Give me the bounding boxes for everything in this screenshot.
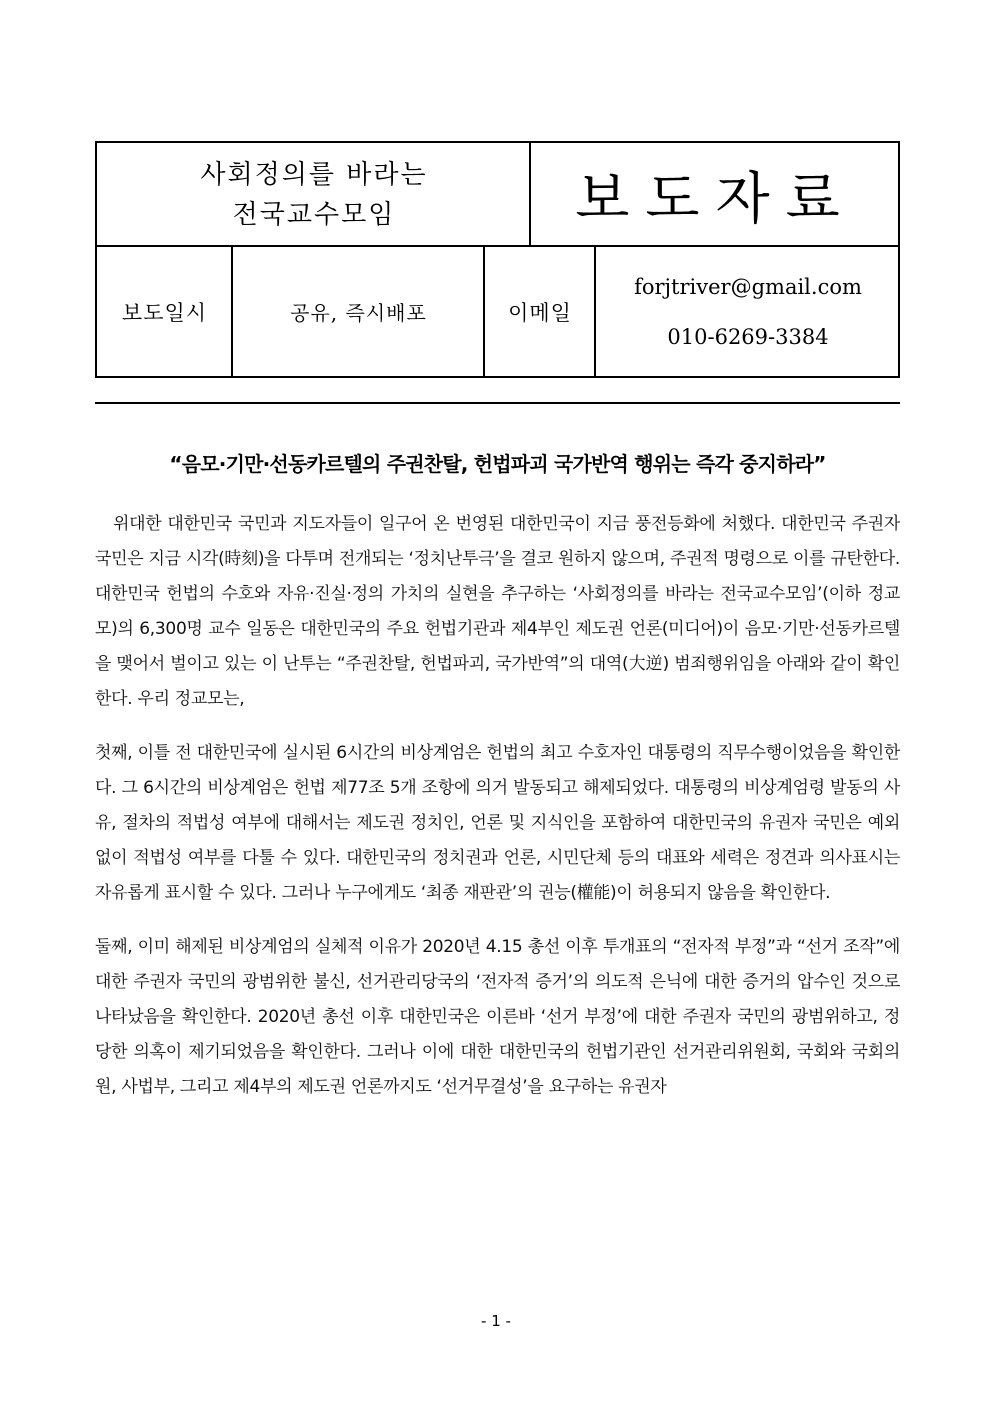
press-release-header-table (95, 141, 900, 378)
organization-name (97, 143, 531, 246)
page-number: - 1 - (481, 1312, 511, 1330)
phone-number: 010-6269-3384 (667, 324, 829, 349)
organization-name-line2: 전국교수모임 (232, 199, 396, 230)
contact-info (596, 247, 900, 376)
press-headline: “음모·기만·선동카르텔의 주권찬탈, 헌법파괴 국가반역 행위는 즉각 중지하라” (169, 452, 826, 476)
release-date-value: 공유, 즉시배포 (290, 301, 427, 325)
email-address[interactable]: forjtriver@gmail.com (634, 274, 862, 299)
body-paragraph-second: 둘째, 이미 해제된 비상계엄의 실체적 이유가 2020년 4.15 총선 이후 투개표의 “전자적 부정”과 “선거 조작”에 대한 주권자 국민의 광범위한 불신, 선거관리당국의 ‘전자적 증거’의 의도적 은닉에 대한 증거의 압수인 것으로 나타났음을 확인한다. 2020년 총선 이후 대한민국은 이른바 ‘선거 부정’에 대한 주권자 국민의 광범위하고, 정당한 의혹이 제기되었음을 확인한다. 그러나 이에 대한 대한민국의 헌법기관인 선거관리위원회, 국회와 국회의원, 사법부, 그리고 제4부의 제도권 언론까지도 ‘선거무결성’을 요구하는 유권자 (95, 937, 900, 1097)
horizontal-rule (95, 402, 900, 404)
email-label: 이메일 (508, 300, 572, 325)
body-paragraph-intro: 위대한 대한민국 국민과 지도자들이 일구어 온 번영된 대한민국이 지금 풍전등화에 처했다. 대한민국 주권자 국민은 지금 시각(時刻)을 다투며 전개되는 ‘정치난투극’을 결코 원하지 않으며, 주권적 명령으로 이를 규탄한다. 대한민국 헌법의 수호와 자유·진실·정의 가치의 실현을 추구하는 ‘사회정의를 바라는 전국교수모임’(이하 정교모)의 6,300명 교수 일동은 대한민국의 주요 헌법기관과 제4부인 제도권 언론(미디어)이 음모·기만·선동카르텔을 맺어서 벌이고 있는 이 난투는 “주권찬탈, 헌법파괴, 국가반역”의 대역(大逆) 범죄행위임을 아래와 같이 확인한다. 우리 정교모는, (95, 514, 900, 709)
release-date-label: 보도일시 (121, 300, 208, 325)
press-body (95, 507, 900, 1124)
document-title: 보도자료 (575, 166, 856, 232)
organization-name-line1: 사회정의를 바라는 (200, 159, 428, 190)
body-paragraph-first: 첫째, 이틀 전 대한민국에 실시된 6시간의 비상계엄은 헌법의 최고 수호자인 대통령의 직무수행이었음을 확인한다. 그 6시간의 비상계엄은 헌법 제77조 5개 조항에 의거 발동되고 해제되었다. 대통령의 비상계엄령 발동의 사유, 절차의 적법성 여부에 대해서는 제도권 정치인, 언론 및 지식인을 포함하여 대한민국의 유권자 국민은 예외없이 적법성 여부를 다툴 수 있다. 대한민국의 정치권과 언론, 시민단체 등의 대표와 세력은 정견과 의사표시는 자유롭게 표시할 수 있다. 그러나 누구에게도 ‘최종 재판관’의 권능(權能)이 허용되지 않음을 확인한다. (95, 743, 900, 903)
